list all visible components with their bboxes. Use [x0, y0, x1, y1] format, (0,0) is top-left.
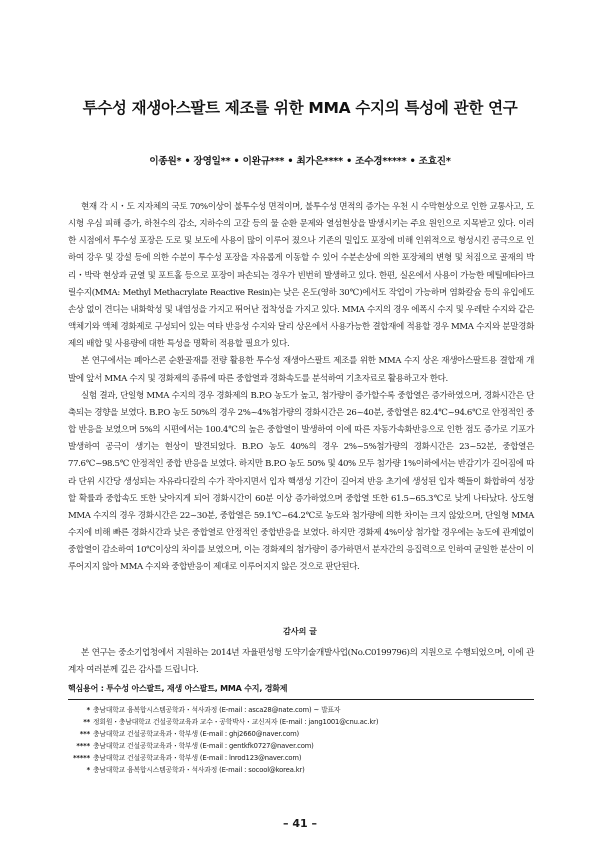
footnote-text: 정회원・충남대학교 건설공학교육과 교수・공학박사・교신저자 (E-mail : jang1001@cnu.ac.kr) [93, 717, 379, 726]
author-line: 이종원* • 장영일** • 이완규*** • 최가은**** • 조수경***** • 조효진* [149, 156, 451, 167]
footnote [60, 729, 530, 741]
footnote-text: 충남대학교 건설공학교육과・학부생 (E-mail : ghj2660@naver.com) [93, 729, 300, 738]
footnote-text: 충남대학교 건설공학교육과・학부생 (E-mail : gentkfk0727@naver.com) [93, 741, 314, 750]
footnote-mark: ** [83, 717, 90, 726]
footnote [60, 741, 530, 753]
footnote-text: 충남대학교 융복합시스템공학과・석사과정 (E-mail : asca28@nate.com) ~ 발표자 [93, 706, 341, 714]
page-number: – 41 – [283, 817, 317, 830]
footnote-text: 충남대학교 건설공학교육과・학부생 (E-mail : lnrod123@naver.com) [93, 753, 302, 762]
footnote-mark: ***** [72, 753, 90, 762]
body-paragraph-3: 실험 결과, 단일형 MMA 수지의 경우 경화제의 B.P.O 농도가 높고, 첨가량이 증가할수록 중합열은 증가하였으며, 경화시간은 단축되는 경향을 보였다. B.P.O 농도 50%의 경우 2%~4%첨가량의 경화시간은 26~40분, 중합열은 82.4℃~94.6℃로 안정적인 중합 반응을 보였으며 5%의 시편에서는 100.4℃의 높은 중합열이 발생하여 이에 따른 자동가속화반응으로 인한 점도 증가로 기포가 발생하여 공극이 생기는 현상이 발견되었다. B.P.O 농도 40%의 경우 2%~5%첨가량의 경화시간은 23~52분, 중합열은 77.6℃~98.5℃ 안정적인 중합 반응을 보였다. 하지만 B.P.O 농도 50% 및 40% 모두 첨가량 1%이하에서는 반감기가 길어짐에 따라 단위 시간당 생성되는 자유라디칼의 수가 작아지면서 입자 핵생성 기간이 길어져 반응 초기에 생성된 입자 핵들이 화합하여 성장할 확률과 중합속도 또한 낮아지게 되어 경화시간이 60분 이상 증가하였으며 중합열 또한 61.5~65.3℃로 낮게 나타났다. 상도형 MMA 수지의 경우 경화시간은 22~30분, 중합열은 59.1℃~64.2℃로 농도와 첨가량에 의한 차이는 크지 않았으며, 단일형 MMA 수지에 비해 빠른 경화시간과 낮은 중합열로 안정적인 중합반응을 보였다. 하지만 경화제 4%이상 첨가할 경우에는 농도에 관계없이 중합열이 감소하여 10℃이상의 차이를 보였으며, 이는 경화제의 첨가량이 증가하면서 분자간의 응집력으로 인하여 균일한 분산이 이루어지지 않아 MMA 수지와 중합반응이 제대로 이루어지지 않은 것으로 판단된다. [68, 390, 535, 573]
keywords-line: 핵심용어 : 투수성 아스팔트, 재생 아스팔트, MMA 수지, 경화제 [68, 684, 288, 693]
abstract-body [68, 199, 534, 576]
footnote-mark: * [86, 706, 90, 714]
footnote-text: 충남대학교 융복합시스템공학과・석사과정 (E-mail : socool@korea.kr) [93, 765, 305, 774]
paper-title: 투수성 재생아스팔트 제조를 위한 MMA 수지의 특성에 관한 연구 [82, 99, 518, 117]
acknowledgement-body [68, 645, 534, 678]
acknowledgement-text: 본 연구는 중소기업청에서 지원하는 2014년 자율편성형 도약기술개발사업(No.C0199796)의 지원으로 수행되었으며, 이에 관계자 여러분께 깊은 감사를 드립니다. [68, 648, 534, 675]
acknowledgement-heading: 감사의 글 [283, 627, 317, 636]
footnote [60, 705, 530, 717]
body-paragraph-1: 현재 각 시・도 지자체의 국토 70%이상이 불투수성 면적이며, 불투수성 면적의 증가는 우천 시 수막현상으로 인한 교통사고, 도시형 우심 피해 증가, 하천수의 감소, 지하수의 고갈 등의 물 순환 문제와 열섬현상을 발생시키는 주요 원인으로 지목받고 있다. 이러한 시점에서 투수성 포장은 도로 및 보도에 사용이 많이 이루어 졌으나 기존의 밀입도 포장에 비해 인위적으로 형성시킨 공극으로 인하여 강우 및 강설 등에 의한 수분이 투수성 포장을 자유롭게 이동할 수 있어 수분손상에 의한 포장체의 변형 및 처짐으로 골재의 박리・박락 현상과 균열 및 포트홀 등으로 포장이 파손되는 경우가 빈번히 발생하고 있다. 한편, 실온에서 사용이 가능한 메틸메타아크릴수지(MMA: Methyl Methacrylate Reactive Resin)는 낮은 온도(영하 30℃)에서도 작업이 가능하며 염화칼슘 등의 유입에도 손상 없이 견디는 내화학성 및 내염성을 가지고 뛰어난 접착성을 가지고 있다. MMA 수지의 경우 에폭시 수지 및 우레탄 수지와 같은 액체기와 액체 경화제로 구성되어 있는 여타 반응성 수지와 달리 상온에서 사용가능한 결합재에 적용할 경우 MMA 수지와 분말경화제의 배합 및 사용량에 대한 특성을 명확히 적용할 필요가 있다. [68, 202, 534, 350]
footnote [60, 753, 530, 765]
footnote-mark: **** [76, 741, 90, 750]
footnote-divider [68, 699, 534, 700]
footnote-mark: * [86, 765, 90, 774]
footnotes [60, 705, 530, 776]
footnote-mark: *** [79, 729, 90, 738]
body-paragraph-2: 본 연구에서는 폐아스콘 순환골재를 전량 활용한 투수성 재생아스팔트 제조를 위한 MMA 수지 상온 재생아스팔트용 결합재 개발에 앞서 MMA 수지 및 경화제의 종류에 따른 중합열과 경화속도를 분석하여 기초자료로 활용하고자 한다. [68, 356, 534, 384]
footnote [60, 717, 530, 729]
footnote [60, 765, 530, 777]
